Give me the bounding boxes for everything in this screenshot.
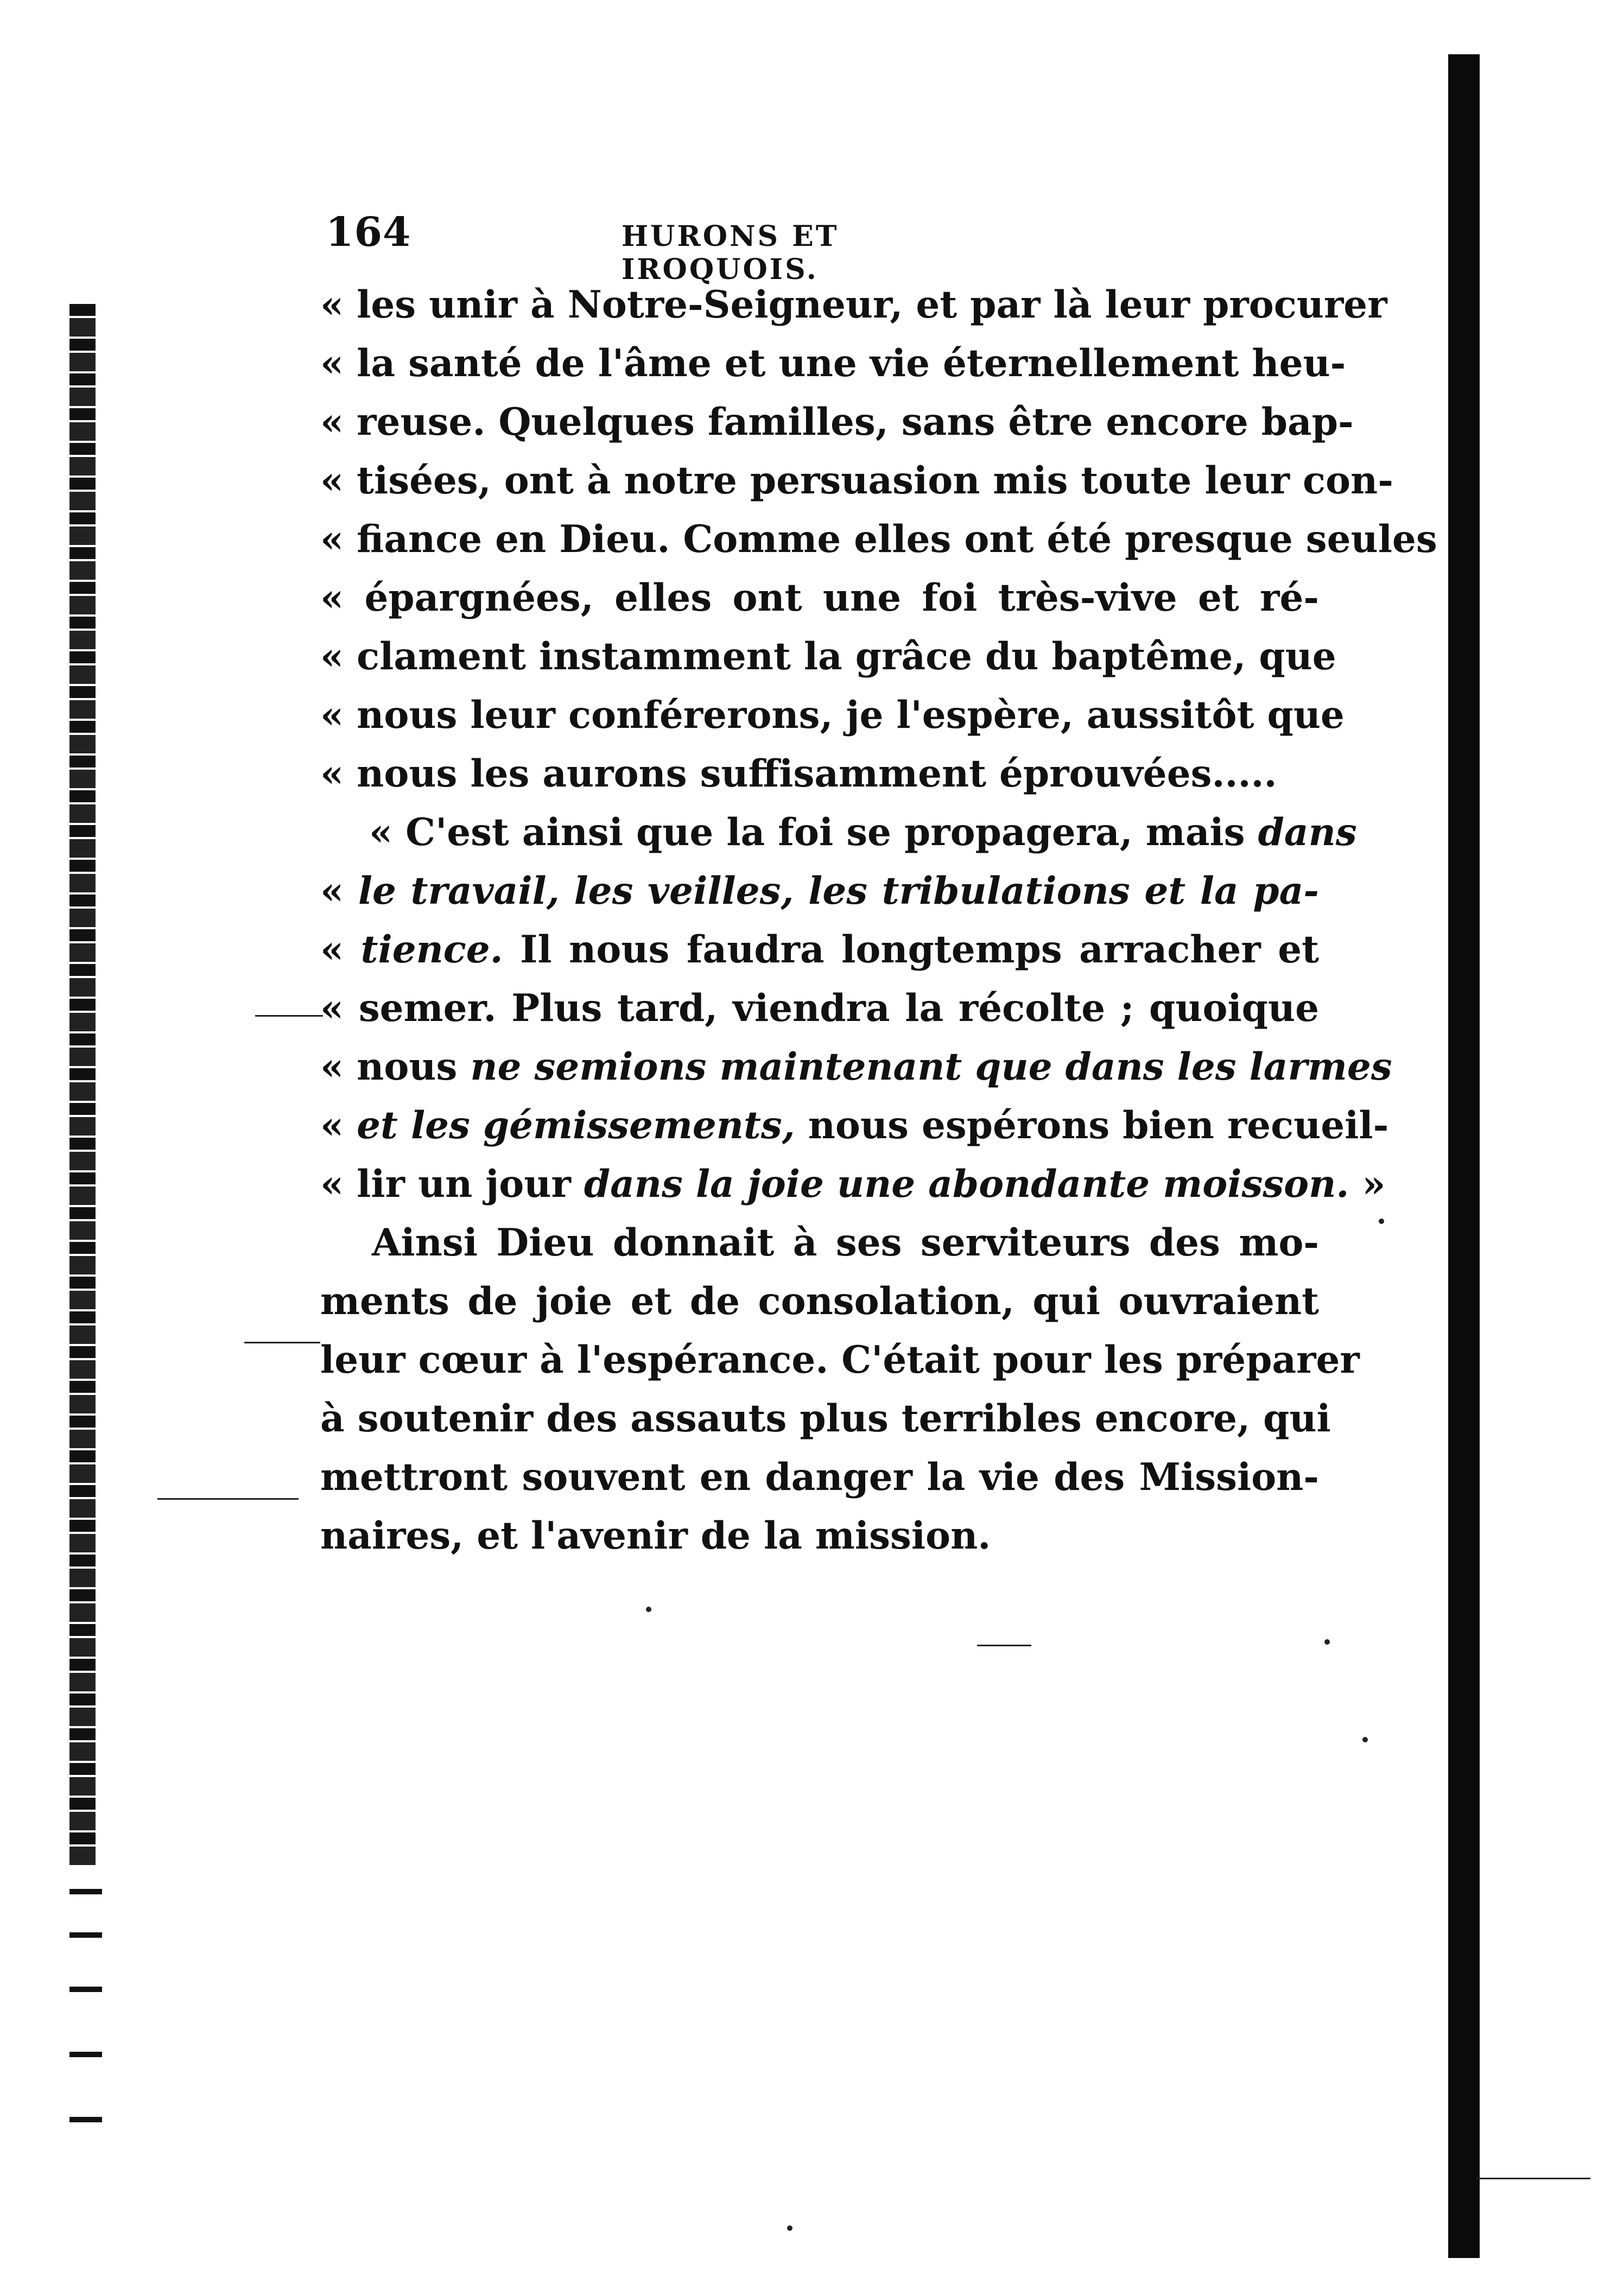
- body-text: [320, 276, 1437, 1565]
- scan-edge-tick: [69, 1889, 102, 1894]
- text-line: « nous leur conférerons, je l'espère, aussitôt que: [320, 693, 1345, 737]
- text-line: ments de joie et de consolation, qui ouvraient: [320, 1279, 1319, 1323]
- scan-edge-strip: [69, 304, 96, 1867]
- text-run: nous espérons bien recueil-: [795, 1103, 1389, 1147]
- text-line: « clament instamment la grâce du baptême, que: [320, 635, 1336, 678]
- text-run: « nous: [320, 1045, 471, 1089]
- text-run: « lir un jour: [320, 1162, 584, 1206]
- text-line: « nous les aurons suffisamment éprouvées.....: [320, 752, 1277, 796]
- italic-run: tience.: [360, 928, 503, 972]
- text-line: « épargnées, elles ont une foi très-vive et ré-: [320, 576, 1319, 620]
- scan-spine-shadow: [1448, 54, 1480, 2258]
- text-line: [320, 921, 1319, 979]
- text-run: «: [320, 869, 358, 913]
- scan-stray-line: [244, 1342, 320, 1343]
- text-run: «: [320, 1103, 357, 1147]
- page-number: 164: [326, 209, 411, 256]
- text-run: «: [320, 928, 361, 972]
- text-line: « les unir à Notre-Seigneur, et par là leur procurer: [320, 283, 1387, 327]
- italic-run: le travail, les veilles, les tribulations et la pa-: [358, 869, 1319, 913]
- running-title: HURONS ET IROQUOIS.: [622, 220, 839, 286]
- scan-stray-line: [977, 1645, 1031, 1646]
- text-line: leur cœur à l'espérance. C'était pour les préparer: [320, 1338, 1360, 1382]
- scan-speck: [1379, 1219, 1384, 1224]
- text-run: Il nous faudra longtemps arracher et: [503, 928, 1319, 972]
- text-line: [320, 803, 1357, 862]
- scan-edge-tick: [69, 2052, 102, 2057]
- text-line: « reuse. Quelques familles, sans être encore bap-: [320, 400, 1354, 444]
- scan-stray-line: [255, 1015, 323, 1017]
- text-line: [320, 1038, 1392, 1096]
- running-head: [326, 209, 1010, 286]
- scan-stray-line: [1476, 2178, 1590, 2179]
- scan-speck: [1324, 1639, 1330, 1645]
- text-line: « la santé de l'âme et une vie éternellement heu-: [320, 341, 1346, 385]
- text-line: naires, et l'avenir de la mission.: [320, 1514, 991, 1558]
- text-run: »: [1349, 1162, 1386, 1206]
- text-line: à soutenir des assauts plus terribles encore, qui: [320, 1397, 1331, 1441]
- scan-edge-tick: [69, 1932, 102, 1938]
- scan-speck: [1362, 1737, 1368, 1742]
- text-line: « semer. Plus tard, viendra la récolte ; quoique: [320, 986, 1319, 1030]
- scan-edge-tick: [69, 2117, 102, 2122]
- text-line: Ainsi Dieu donnait à ses serviteurs des mo-: [372, 1221, 1319, 1265]
- text-line: [320, 1155, 1386, 1214]
- scan-speck: [787, 2225, 792, 2231]
- text-line: « tisées, ont à notre persuasion mis toute leur con-: [320, 459, 1393, 503]
- text-line: [320, 1096, 1389, 1155]
- italic-run: dans la joie une abondante moisson.: [584, 1162, 1349, 1206]
- italic-run: ne semions maintenant que dans les larmes: [470, 1045, 1392, 1089]
- italic-run: et les gémissements,: [357, 1103, 795, 1147]
- scan-edge-tick: [69, 1987, 102, 1992]
- text-line: « fiance en Dieu. Comme elles ont été presque seules: [320, 517, 1437, 561]
- italic-run: dans: [1258, 810, 1357, 854]
- scan-speck: [646, 1607, 651, 1612]
- text-line: [320, 862, 1319, 921]
- text-run: « C'est ainsi que la foi se propagera, mais: [369, 810, 1258, 854]
- text-line: mettront souvent en danger la vie des Mission-: [320, 1455, 1319, 1499]
- scan-stray-line: [157, 1498, 299, 1500]
